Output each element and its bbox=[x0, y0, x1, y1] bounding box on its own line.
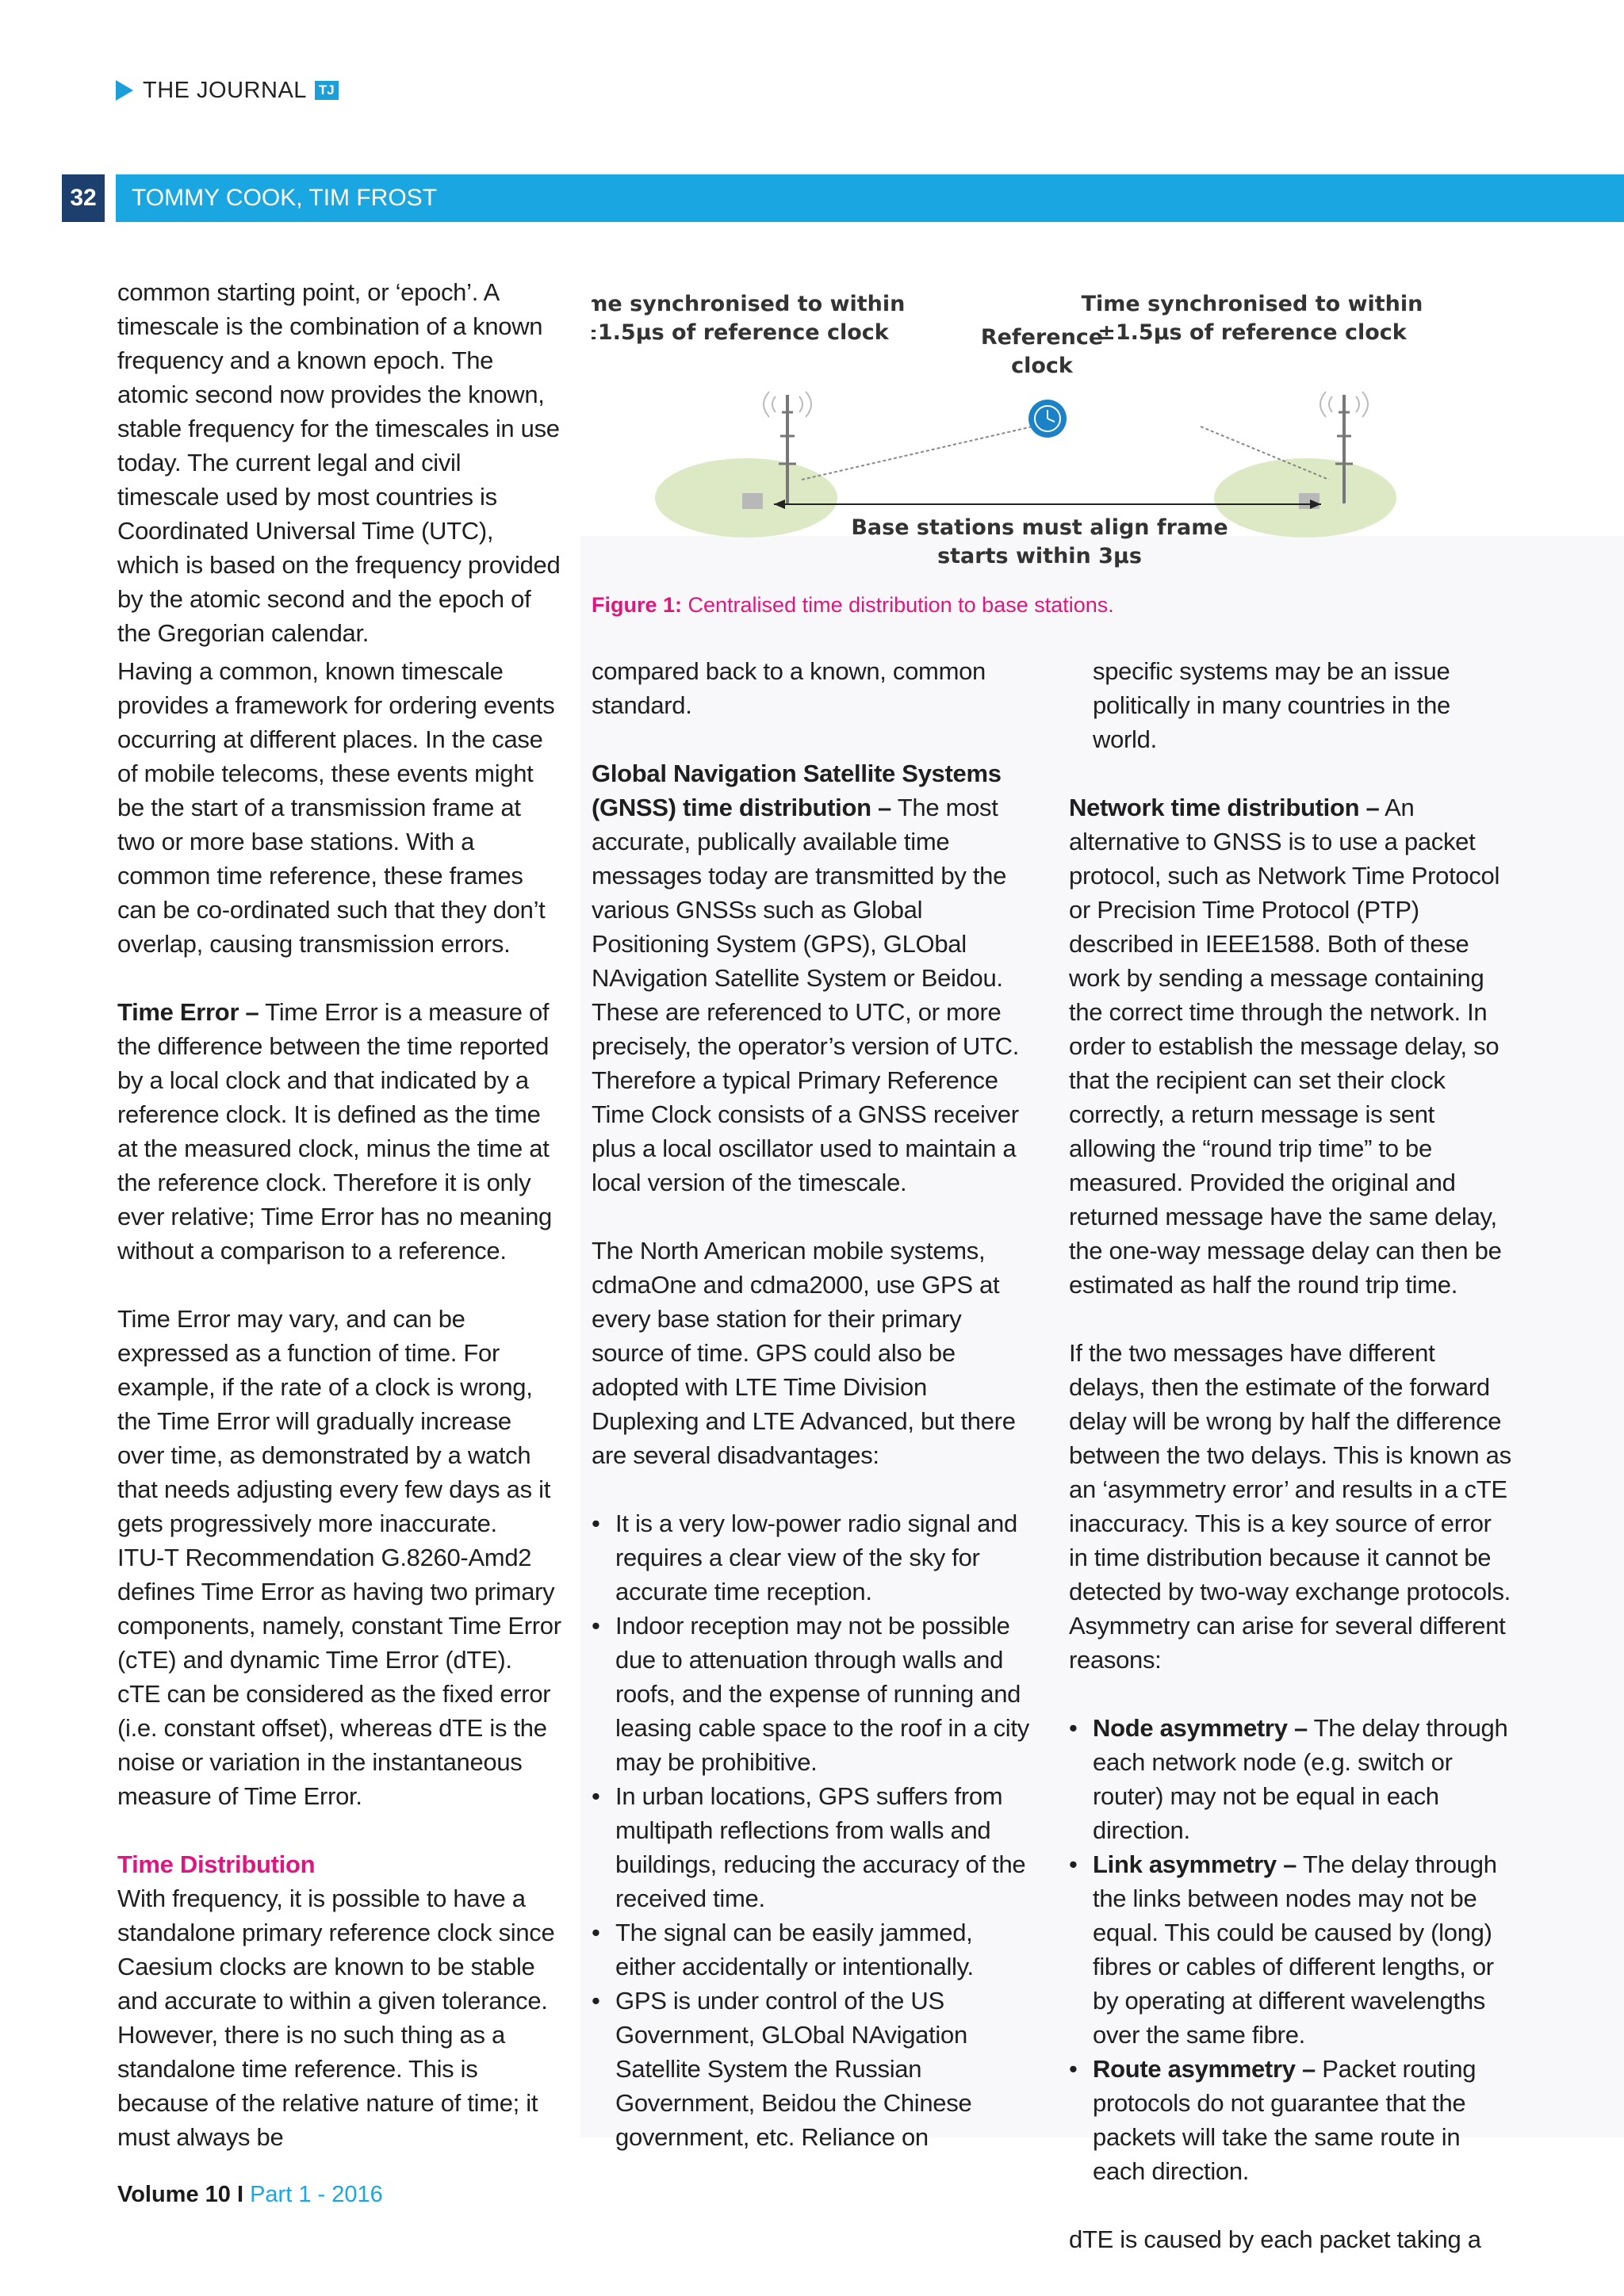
paragraph: dTE is caused by each packet taking a bbox=[1069, 2225, 1481, 2253]
figure-label-left-2: ±1.5µs of reference clock bbox=[592, 320, 889, 345]
paragraph bbox=[117, 995, 561, 1268]
figure-label-bottom-2: starts within 3µs bbox=[937, 544, 1142, 568]
paragraph: specific systems may be an issue politically in many countries in the world. bbox=[1093, 657, 1450, 753]
figure-caption-label: Figure 1: bbox=[592, 593, 683, 617]
list-item-text: The delay through each network node (e.g. switch or router) may not be equal in each direction. bbox=[1093, 1714, 1508, 1844]
paragraph: compared back to a known, common standard. bbox=[592, 657, 986, 719]
term-lead: Route asymmetry – bbox=[1093, 2055, 1316, 2083]
paragraph bbox=[1069, 790, 1513, 1302]
figure-label-right-1: Time synchronised to within bbox=[1081, 292, 1423, 316]
list-item: • GPS is under control of the US Government, GLObal NAvigation Satellite System the Russian Government, Beidou the Chinese government, etc. Reliance on bbox=[592, 1984, 1036, 2154]
section-heading: Time Distribution bbox=[117, 1850, 316, 1878]
term-lead: Link asymmetry – bbox=[1093, 1850, 1297, 1878]
list-item: • In urban locations, GPS suffers from multipath reflections from walls and buildings, reducing the accuracy of the received time. bbox=[592, 1779, 1036, 1915]
base-station-box-left-icon bbox=[742, 493, 763, 509]
figure-label-bottom-1: Base stations must align frame bbox=[851, 515, 1228, 540]
list-item bbox=[1069, 2052, 1513, 2188]
footer-part: Part 1 - 2016 bbox=[243, 2182, 383, 2207]
paragraph: Having a common, known timescale provides a framework for ordering events occurring at different places. In the case of mobile telecoms, these events might be the start of a transmission frame at two or more base stations. With a common time reference, these frames can be co-ordinated such that they don’t overlap, causing transmission errors. bbox=[117, 657, 555, 958]
list-item bbox=[1069, 1711, 1513, 1847]
paragraph-text: An alternative to GNSS is to use a packet protocol, such as Network Time Protocol or Precision Time Protocol (PTP) described in IEEE1588. Both of these work by sending a message containing the correct time through the network. In order to establish the message delay, so that the recipient can set their clock correctly, a return message is sent allowing the “round trip time” to be measured. Provided the original and returned message have the same delay, the one-way message delay can then be estimated as half the round trip time. bbox=[1069, 794, 1502, 1299]
paragraph bbox=[592, 756, 1036, 1200]
column-1-top bbox=[117, 275, 561, 650]
author-bar: TOMMY COOK, TIM FROST bbox=[116, 174, 1624, 222]
figure-label-left-1: Time synchronised to within bbox=[592, 292, 906, 316]
page-number: 32 bbox=[62, 174, 105, 222]
figure-caption bbox=[592, 593, 1114, 618]
figure-label-right-2: ±1.5µs of reference clock bbox=[1097, 320, 1407, 345]
paragraph: The North American mobile systems, cdmaOne and cdma2000, use GPS at every base station for their primary source of time. GPS could also be adopted with LTE Time Division Duplexing and LTE Advanced, but there are several disadvantages: bbox=[592, 1237, 1016, 1469]
figure-caption-text: Centralised time distribution to base stations. bbox=[682, 593, 1114, 617]
list-item-text: Packet routing protocols do not guarantee that the packets will take the same route in each direction. bbox=[1093, 2055, 1477, 2185]
list-item bbox=[1069, 1847, 1513, 2052]
paragraph-text: Time Error is a measure of the difference between the time reported by a local clock and that indicated by a reference clock. It is defined as the time at the measured clock, minus the time at the reference clock. Therefore it is only ever relative; Time Error has no meaning without a comparison to a reference. bbox=[117, 998, 552, 1265]
term-lead: Node asymmetry – bbox=[1093, 1714, 1308, 1742]
footer-volume: Volume 10 I bbox=[117, 2182, 244, 2207]
disadvantages-list bbox=[592, 1506, 1036, 2154]
column-1 bbox=[117, 654, 561, 2154]
list-item: • It is a very low-power radio signal and requires a clear view of the sky for accurate time reception. bbox=[592, 1506, 1036, 1609]
column-2 bbox=[592, 654, 1036, 2188]
paragraph-text: The most accurate, publically available time messages today are transmitted by the various GNSSs such as Global Positioning System (GPS), GLObal NAvigation Satellite System or Beidou. These are referenced to UTC, or more precisely, the operator’s version of UTC. Therefore a typical Primary Reference Time Clock consists of a GNSS receiver plus a local oscillator used to maintain a local version of the timescale. bbox=[592, 794, 1020, 1196]
journal-title: THE JOURNAL bbox=[143, 77, 307, 103]
play-triangle-icon bbox=[116, 80, 133, 101]
column-3 bbox=[1069, 654, 1513, 2256]
term-lead: Time Error – bbox=[117, 998, 259, 1026]
paragraph: common starting point, or ‘epoch’. A timescale is the combination of a known frequency and a known epoch. The atomic second now provides the known, stable frequency for the timescales in use today. The current legal and civil timescale used by most countries is Coordinated Universal Time (UTC), which is based on the frequency provided by the atomic second and the epoch of the Gregorian calendar. bbox=[117, 278, 561, 647]
paragraph: With frequency, it is possible to have a standalone primary reference clock since Caesium clocks are known to be stable and accurate to within a given tolerance. However, there is no such thing as a standalone time reference. This is because of the relative nature of time; it must always be bbox=[117, 1885, 555, 2151]
paragraph: Time Error may vary, and can be expressed as a function of time. For example, if the rate of a clock is wrong, the Time Error will gradually increase over time, as demonstrated by a watch that needs adjusting every few days as it gets progressively more inaccurate. bbox=[117, 1305, 551, 1537]
list-item: • Indoor reception may not be possible due to attenuation through walls and roofs, and the expense of running and leasing cable space to the roof in a city may be prohibitive. bbox=[592, 1609, 1036, 1779]
list-item-text: The delay through the links between nodes may not be equal. This could be caused by (long) fibres or cables of different lengths, or by operating at different wavelengths over the same fibre. bbox=[1093, 1850, 1497, 2049]
term-lead: Network time distribution – bbox=[1069, 794, 1380, 821]
sync-link-left bbox=[802, 427, 1032, 480]
base-station-box-right-icon bbox=[1299, 493, 1320, 509]
journal-badge: TJ bbox=[315, 81, 339, 100]
journal-header bbox=[116, 76, 339, 105]
figure-1 bbox=[592, 277, 1503, 587]
paragraph: ITU-T Recommendation G.8260-Amd2 defines Time Error as having two primary components, namely, constant Time Error (cTE) and dynamic Time Error (dTE). cTE can be considered as the fixed error (i.e. constant offset), whereas dTE is the noise or variation in the instantaneous measure of Time Error. bbox=[117, 1544, 561, 1810]
paragraph: If the two messages have different delays, then the estimate of the forward delay will be wrong by half the difference between the two delays. This is known as an ‘asymmetry error’ and results in a cTE inaccuracy. This is a key source of error in time distribution because it cannot be detected by two-way exchange protocols. Asymmetry can arise for several different reasons: bbox=[1069, 1339, 1511, 1674]
list-item: • The signal can be easily jammed, either accidentally or intentionally. bbox=[592, 1915, 1036, 1984]
asymmetry-list bbox=[1069, 1711, 1513, 2188]
time-distribution-diagram bbox=[592, 277, 1503, 587]
term-lead: Global Navigation Satellite Systems (GNSS) time distribution – bbox=[592, 760, 1002, 821]
figure-label-center-1: Reference bbox=[980, 325, 1104, 350]
figure-label-center-2: clock bbox=[1011, 354, 1073, 378]
footer bbox=[117, 2182, 383, 2208]
